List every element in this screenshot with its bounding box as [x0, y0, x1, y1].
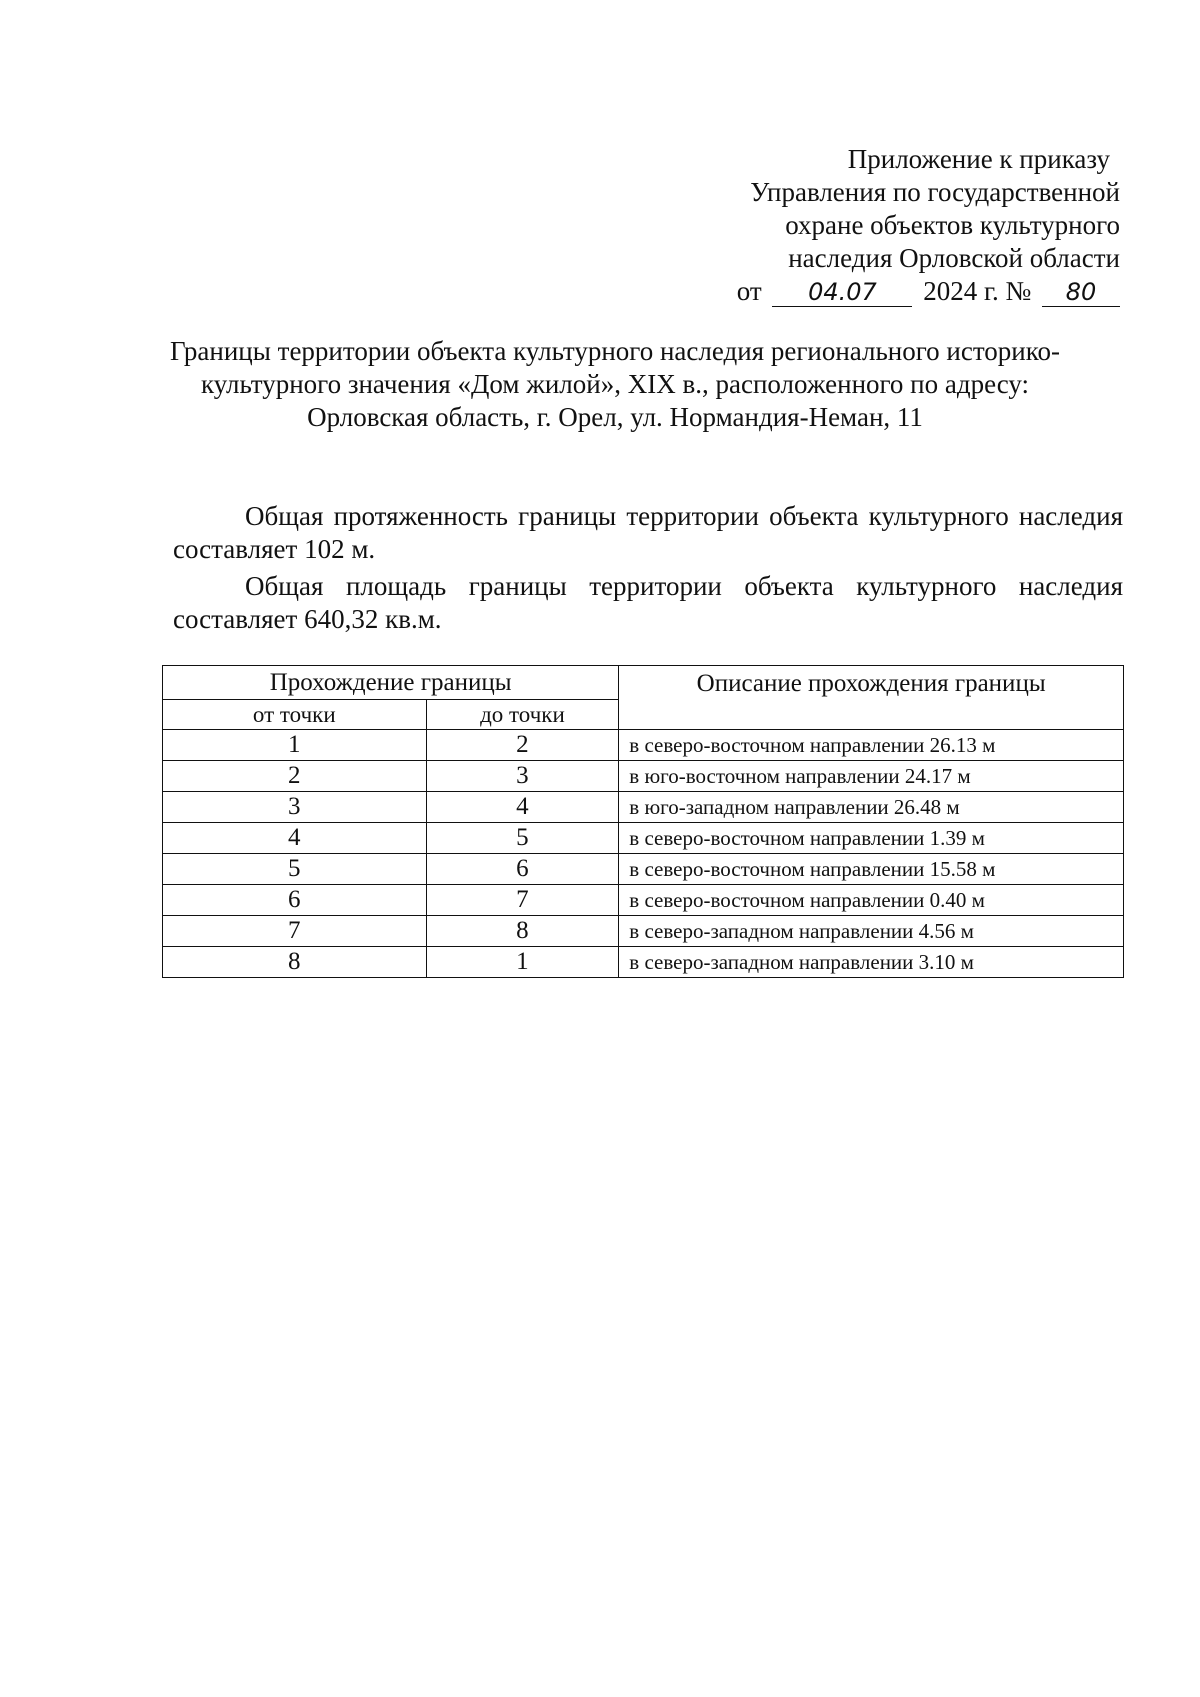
order-year-label: 2024 г. №: [923, 276, 1032, 306]
cell-to: 5: [426, 823, 619, 854]
cell-to: 7: [426, 885, 619, 916]
cell-from: 4: [163, 823, 427, 854]
cell-from: 3: [163, 792, 427, 823]
table-row: [163, 823, 1124, 854]
cell-description: в северо-восточном направлении 1.39 м: [619, 823, 1124, 854]
cell-description: в северо-восточном направлении 15.58 м: [619, 854, 1124, 885]
table-header-row: [163, 666, 1124, 700]
appendix-line-4: наследия Орловской области: [788, 243, 1120, 273]
boundary-area-paragraph: Общая площадь границы территории объекта культурного наследия составляет 640,32 кв.м.: [173, 571, 1123, 634]
table-row: [163, 792, 1124, 823]
cell-description: в северо-восточном направлении 26.13 м: [619, 730, 1124, 761]
cell-description: в северо-западном направлении 4.56 м: [619, 916, 1124, 947]
header-boundary-passage: Прохождение границы: [163, 666, 619, 700]
title-line-1: Границы территории объекта культурного наследия регионального историко-: [170, 336, 1060, 366]
table-row: [163, 730, 1124, 761]
cell-from: 6: [163, 885, 427, 916]
handwritten-order-number: 80: [1042, 278, 1120, 307]
order-date-line: [600, 275, 1120, 308]
cell-from: 1: [163, 730, 427, 761]
header-from-point: от точки: [163, 700, 427, 730]
cell-to: 8: [426, 916, 619, 947]
appendix-line-1: Приложение к приказу: [847, 144, 1110, 174]
appendix-line-3: охране объектов культурного: [785, 210, 1120, 240]
table-row: [163, 761, 1124, 792]
table-row: [163, 854, 1124, 885]
handwritten-date: 04.07: [772, 278, 912, 307]
cell-to: 2: [426, 730, 619, 761]
date-prefix: от: [736, 276, 762, 306]
cell-from: 5: [163, 854, 427, 885]
title-line-2: культурного значения «Дом жилой», XIX в., расположенного по адресу:: [200, 369, 1030, 399]
cell-description: в северо-западном направлении 3.10 м: [619, 947, 1124, 978]
cell-from: 8: [163, 947, 427, 978]
title-line-3: Орловская область, г. Орел, ул. Нормандия-Неман, 11: [307, 402, 923, 432]
header-to-point: до точки: [426, 700, 619, 730]
appendix-line-2: Управления по государственной: [750, 177, 1120, 207]
table-row: [163, 885, 1124, 916]
document-title: [150, 335, 1080, 434]
boundary-table: [162, 665, 1124, 978]
table-row: [163, 916, 1124, 947]
cell-from: 2: [163, 761, 427, 792]
document-body: [173, 500, 1123, 640]
cell-description: в юго-восточном направлении 24.17 м: [619, 761, 1124, 792]
cell-to: 6: [426, 854, 619, 885]
appendix-header: [600, 143, 1120, 308]
cell-description: в северо-восточном направлении 0.40 м: [619, 885, 1124, 916]
table-row: [163, 947, 1124, 978]
cell-from: 7: [163, 916, 427, 947]
boundary-length-paragraph: Общая протяженность границы территории объекта культурного наследия составляет 102 м.: [173, 501, 1123, 564]
header-description: Описание прохождения границы: [619, 666, 1124, 730]
cell-description: в юго-западном направлении 26.48 м: [619, 792, 1124, 823]
cell-to: 1: [426, 947, 619, 978]
cell-to: 4: [426, 792, 619, 823]
cell-to: 3: [426, 761, 619, 792]
